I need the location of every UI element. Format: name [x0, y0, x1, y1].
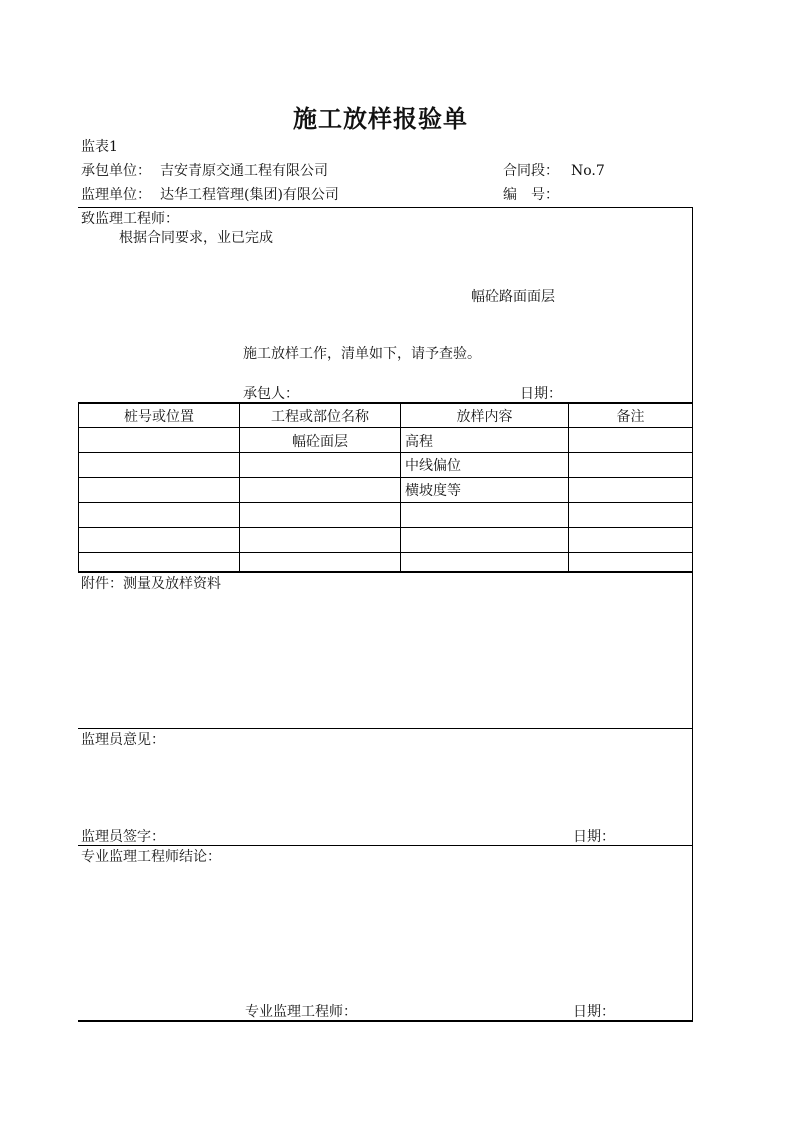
engineer-sign-label: 专业监理工程师：	[245, 1004, 357, 1020]
contractor-value: 吉安青原交通工程有限公司	[160, 163, 328, 179]
table-bottom-border	[78, 571, 693, 573]
inspector-sign-label: 监理员签字：	[81, 829, 165, 845]
salutation: 致监理工程师：	[81, 211, 179, 227]
inspector-opinion-label: 监理员意见：	[81, 732, 165, 748]
supervisor-value: 达华工程管理(集团)有限公司	[160, 187, 339, 203]
table-row-divider	[78, 477, 693, 478]
table-row-divider	[78, 452, 693, 453]
table-col-divider	[400, 403, 401, 572]
form-number: 监表1	[81, 139, 118, 155]
attachment-bottom-border	[78, 728, 693, 729]
table-cell-content: 中线偏位	[405, 458, 461, 474]
project-item: 幅砼路面面层	[471, 289, 555, 305]
table-header-remarks: 备注	[616, 409, 645, 425]
table-header-bottom	[78, 427, 693, 428]
form-title: 施工放样报验单	[293, 104, 468, 133]
table-row-divider	[78, 552, 693, 553]
engineer-conclusion-label: 专业监理工程师结论：	[81, 849, 221, 865]
frame-right-border	[692, 207, 693, 1022]
letter-line-2: 施工放样工作，清单如下，请予查验。	[243, 346, 481, 362]
table-col-divider	[568, 403, 569, 572]
inspector-bottom-border	[78, 845, 693, 846]
table-top-border	[78, 402, 693, 404]
section-value: No.7	[571, 163, 605, 179]
contractor-label: 承包单位：	[81, 163, 151, 179]
table-row-divider	[78, 527, 693, 528]
engineer-date-label: 日期：	[573, 1004, 615, 1020]
letter-line-1: 根据合同要求，业已完成	[119, 230, 273, 246]
table-header-content: 放样内容	[456, 409, 513, 425]
attachment-label: 附件：测量及放样资料	[81, 576, 221, 592]
supervisor-label: 监理单位：	[81, 187, 151, 203]
table-cell-content: 高程	[405, 434, 433, 450]
table-row-divider	[78, 502, 693, 503]
section-label: 合同段：	[503, 163, 559, 179]
table-header-work-name: 工程或部位名称	[271, 409, 369, 425]
table-col-divider	[239, 403, 240, 572]
table-left-border	[78, 403, 79, 572]
table-cell-content: 横坡度等	[405, 483, 461, 499]
form-bottom-border	[78, 1020, 693, 1022]
inspector-date-label: 日期：	[573, 829, 615, 845]
table-header-location: 桩号或位置	[124, 409, 194, 425]
table-cell-work-name: 幅砼面层	[292, 434, 348, 450]
contractor-sign-label: 承包人：	[243, 386, 299, 402]
letter-date-label: 日期：	[520, 386, 562, 402]
number-label: 编 号：	[503, 187, 559, 203]
frame-top-border	[78, 207, 693, 208]
